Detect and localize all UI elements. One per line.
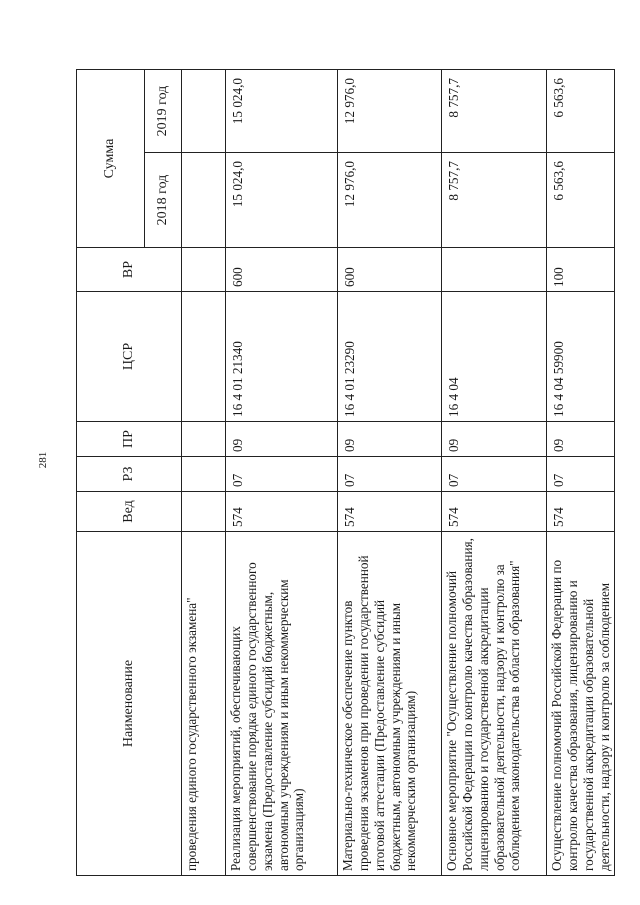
cell-2019: 6 563,6	[547, 70, 615, 153]
cell-ved	[182, 492, 226, 532]
cell-2019	[182, 70, 226, 153]
table-row	[547, 70, 615, 876]
cell-2018: 12 976,0	[338, 153, 442, 248]
cell-ved: 574	[226, 492, 338, 532]
cell-2018: 15 024,0	[226, 153, 338, 248]
cell-pr: 09	[338, 422, 442, 457]
cell-2018: 8 757,7	[442, 153, 547, 248]
cell-csr	[182, 292, 226, 422]
cell-rz: 07	[338, 457, 442, 492]
cell-name: проведения единого государственного экзамена"	[182, 532, 226, 876]
cell-name: Основное мероприятие "Осуществление полномочий Российской Федерации по контролю качества образования, лицензированию и государственной аккредитации образовательной деятельности, надзору и контролю за соблюдением законодательства в области образования"	[442, 532, 547, 876]
cell-pr	[182, 422, 226, 457]
cell-vr	[442, 248, 547, 292]
cell-vr: 600	[226, 248, 338, 292]
cell-2019: 12 976,0	[338, 70, 442, 153]
cell-csr: 16 4 04 59900	[547, 292, 615, 422]
cell-rz: 07	[226, 457, 338, 492]
cell-rz	[182, 457, 226, 492]
header-name: Наименование	[77, 532, 182, 876]
table-row	[442, 70, 547, 876]
cell-rz: 07	[547, 457, 615, 492]
budget-table-sheet	[76, 70, 612, 876]
cell-ved: 574	[442, 492, 547, 532]
cell-vr: 600	[338, 248, 442, 292]
cell-rz: 07	[442, 457, 547, 492]
cell-csr: 16 4 01 23290	[338, 292, 442, 422]
cell-csr: 16 4 01 21340	[226, 292, 338, 422]
cell-ved: 574	[338, 492, 442, 532]
cell-2018: 6 563,6	[547, 153, 615, 248]
header-rz: РЗ	[77, 457, 182, 492]
cell-csr: 16 4 04	[442, 292, 547, 422]
cell-pr: 09	[442, 422, 547, 457]
header-csr: ЦСР	[77, 292, 182, 422]
table-row	[338, 70, 442, 876]
page-number: 281	[37, 451, 49, 469]
cell-vr: 100	[547, 248, 615, 292]
cell-pr: 09	[226, 422, 338, 457]
cell-vr	[182, 248, 226, 292]
cell-2018	[182, 153, 226, 248]
table-header-row	[77, 70, 145, 876]
header-year-2019: 2019 год	[145, 70, 182, 153]
cell-pr: 09	[547, 422, 615, 457]
cell-name: Материально-техническое обеспечение пунктов проведения экзаменов при проведении государственной итоговой аттестации (Предоставление субсидий бюджетным, автономным учреждениям и иным некоммерческим организациям)	[338, 532, 442, 876]
cell-name: Реализация мероприятий, обеспечивающих совершенствование порядка единого государственного экзамена (Предоставление субсидий бюджетным, автономным учреждениям и иным некоммерческим организациям)	[226, 532, 338, 876]
header-ved: Вед	[77, 492, 182, 532]
cell-ved: 574	[547, 492, 615, 532]
cell-2019: 15 024,0	[226, 70, 338, 153]
budget-table	[76, 69, 615, 876]
cell-name: Осуществление полномочий Российской Федерации по контролю качества образования, лицензированию и государственной аккредитации образовательной деятельности, надзору и контролю за соблюдением	[547, 532, 615, 876]
header-pr: ПР	[77, 422, 182, 457]
table-row	[182, 70, 226, 876]
cell-2019: 8 757,7	[442, 70, 547, 153]
header-vr: ВР	[77, 248, 182, 292]
header-sum: Сумма	[77, 70, 145, 248]
header-year-2018: 2018 год	[145, 153, 182, 248]
table-row	[226, 70, 338, 876]
